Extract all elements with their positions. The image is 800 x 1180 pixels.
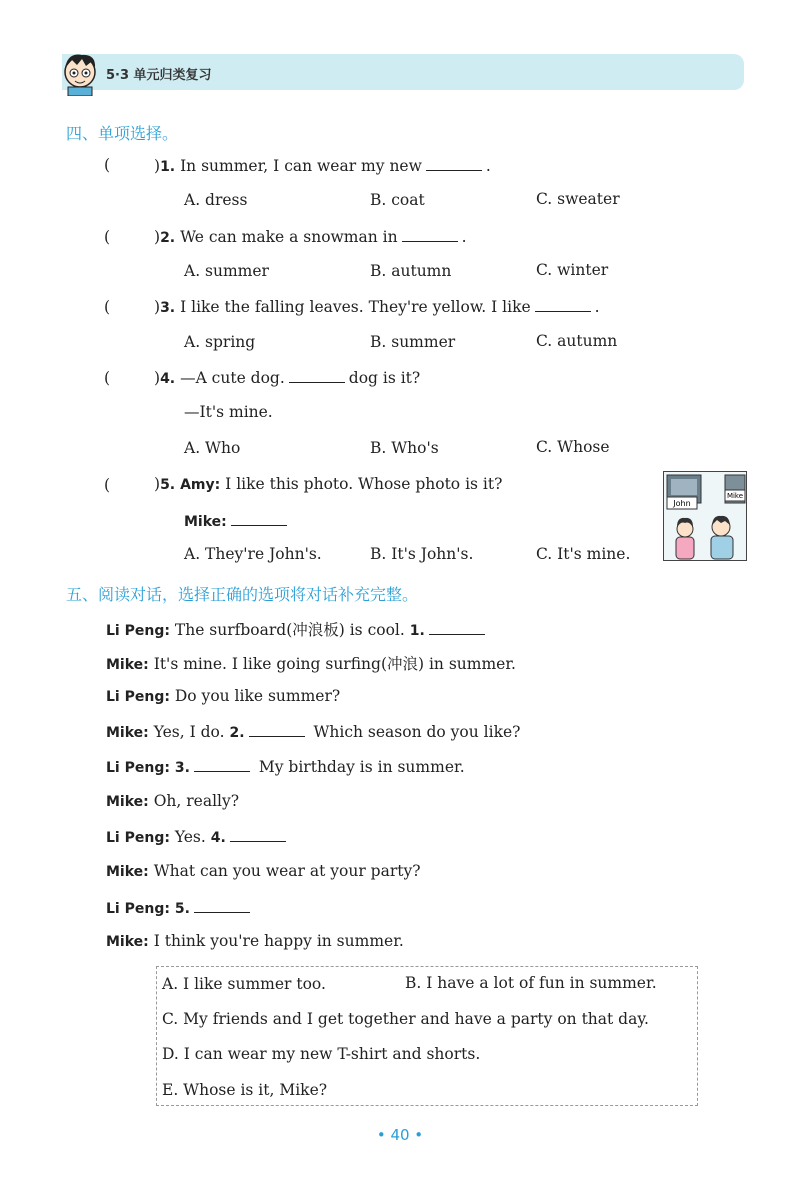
option-b: B. summer <box>370 333 456 351</box>
section4-title: 四、单项选择。 <box>66 124 179 143</box>
dialogue-line: Li Peng: Do you like summer? <box>106 687 341 705</box>
option-a: A. They're John's. <box>184 545 322 563</box>
answer-blank <box>289 368 345 383</box>
dialogue-line: Li Peng: 5. <box>106 898 254 917</box>
choice-d: D. I can wear my new T-shirt and shorts. <box>162 1045 481 1063</box>
option-b: B. Who's <box>370 439 439 457</box>
dialogue-line: Li Peng: Yes. 4. <box>106 827 290 846</box>
answer-blank <box>535 297 591 312</box>
answer-blank <box>426 156 482 171</box>
dialogue-line: Li Peng: The surfboard(冲浪板) is cool. 1. <box>106 618 489 640</box>
dialogue-line: Mike: What can you wear at your party? <box>106 862 421 880</box>
header-title: 5·3 单元归类复习 <box>106 68 212 83</box>
choice-b: B. I have a lot of fun in summer. <box>405 974 657 992</box>
option-c: C. It's mine. <box>536 545 631 563</box>
option-a: A. summer <box>184 262 269 280</box>
answer-blank <box>230 827 286 842</box>
option-b: B. autumn <box>370 262 452 280</box>
choice-a: A. I like summer too. <box>162 975 326 993</box>
picture-label-john: John <box>673 499 691 508</box>
answer-line: —It's mine. <box>184 403 273 421</box>
option-b: B. It's John's. <box>370 545 474 563</box>
answer-blank <box>194 757 250 772</box>
answer-blank <box>402 227 458 242</box>
answer-blank <box>231 511 287 526</box>
picture-label-mike: Mike <box>726 492 744 500</box>
option-c: C. Whose <box>536 438 610 456</box>
choice-e: E. Whose is it, Mike? <box>162 1081 328 1099</box>
mascot-icon <box>58 50 102 96</box>
option-c: C. autumn <box>536 332 618 350</box>
dialogue-line: Mike: I think you're happy in summer. <box>106 932 404 950</box>
dialogue-line: Mike: Oh, really? <box>106 792 240 810</box>
option-a: A. Who <box>184 439 241 457</box>
choice-c: C. My friends and I get together and have a party on that day. <box>162 1010 649 1028</box>
section5-title: 五、阅读对话，选择正确的选项将对话补充完整。 <box>66 585 419 604</box>
dialogue-line: Mike: Yes, I do. 2. Which season do you like? <box>106 723 521 741</box>
dialogue-line: Li Peng: 3. My birthday is in summer. <box>106 758 465 776</box>
answer-blank <box>194 898 250 913</box>
option-b: B. coat <box>370 191 425 209</box>
page-number: • 40 • <box>376 1126 424 1144</box>
option-a: A. dress <box>184 191 248 209</box>
photo-illustration <box>663 471 747 561</box>
answer-blank <box>429 620 485 635</box>
answer-blank <box>249 722 305 737</box>
option-c: C. sweater <box>536 190 620 208</box>
option-c: C. winter <box>536 261 609 279</box>
dialogue-line: Mike: It's mine. I like going surfing(冲浪) in summer. <box>106 655 516 673</box>
option-a: A. spring <box>184 333 256 351</box>
